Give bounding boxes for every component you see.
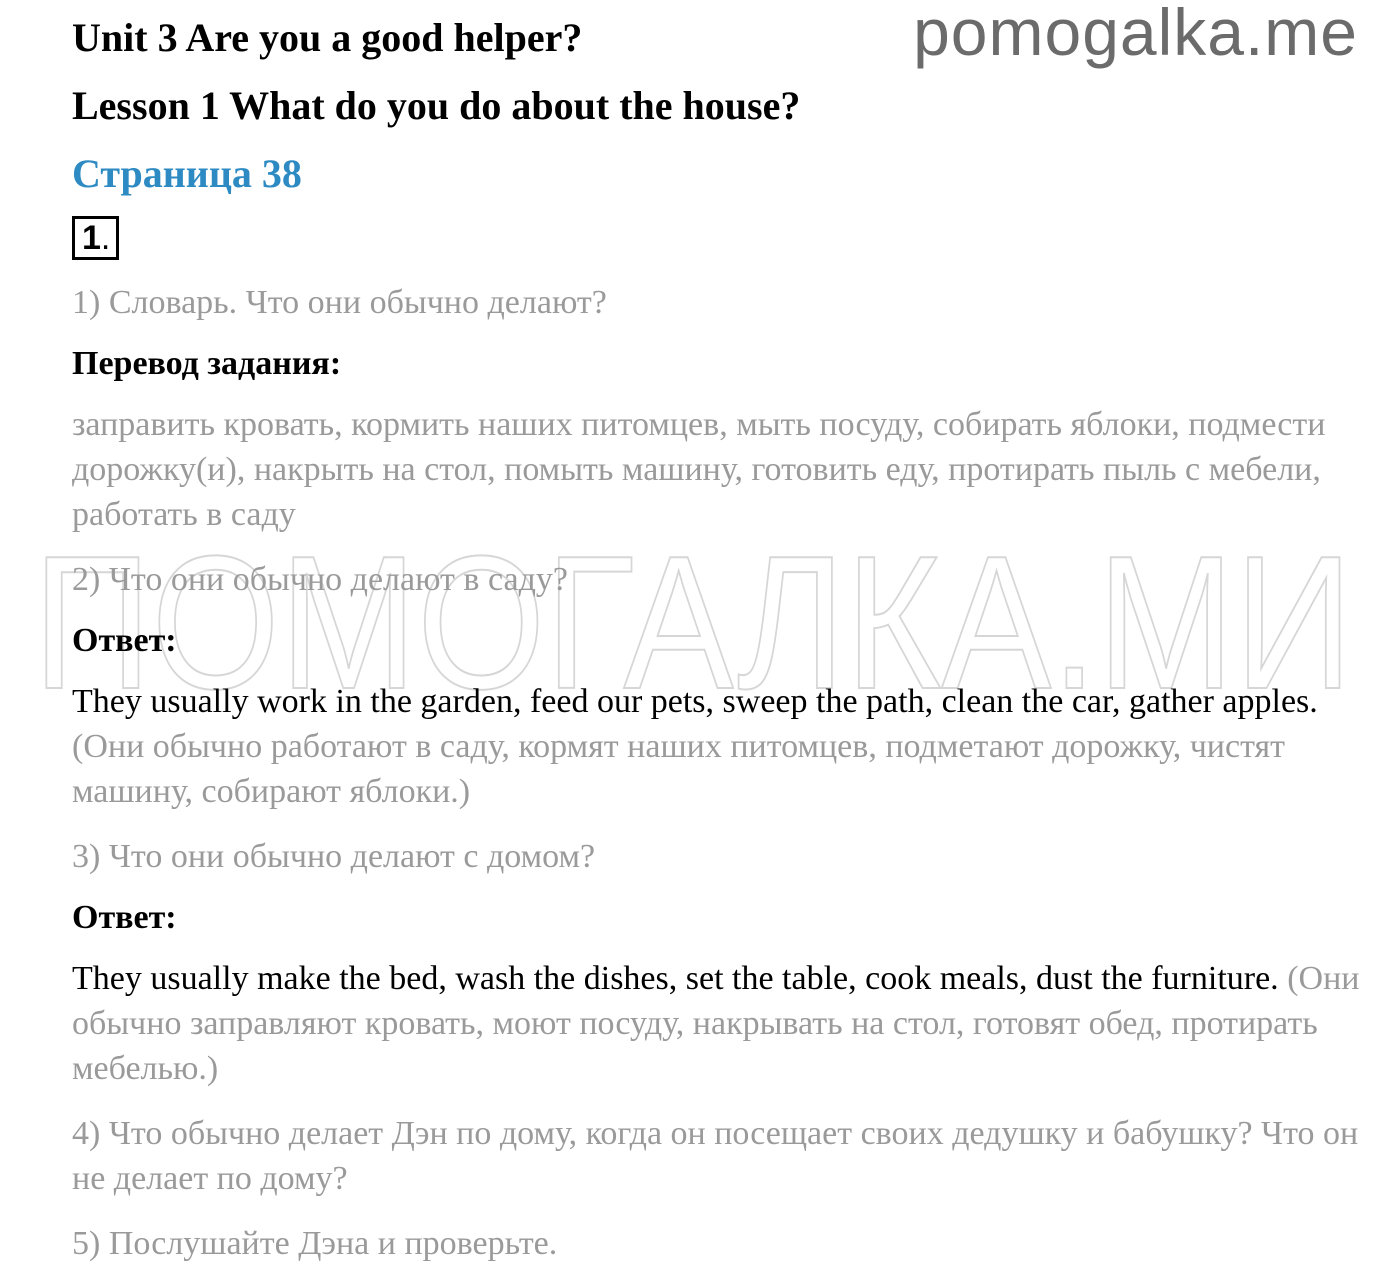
question-3: 3) Что они обычно делают с домом? bbox=[72, 838, 596, 875]
question-5: 5) Послушайте Дэна и проверьте. bbox=[72, 1225, 558, 1262]
content bbox=[72, 14, 1362, 1266]
site-logo: pomogalka.me bbox=[913, 0, 1358, 69]
question-2: 2) Что они обычно делают в саду? bbox=[72, 561, 568, 598]
task-number: 1 bbox=[82, 219, 101, 257]
translation-label: Перевод задания: bbox=[72, 345, 342, 382]
answer-2 bbox=[72, 956, 1362, 1091]
unit-title: Unit 3 Are you a good helper? bbox=[72, 15, 583, 60]
answer-label-2: Ответ: bbox=[72, 899, 177, 936]
answer-1-translation: (Они обычно работают в саду, кормят наших питомцев, подметают дорожку, чистят машину, собирают яблоки.) bbox=[72, 728, 1285, 810]
answer-2-english: They usually make the bed, wash the dishes, set the table, cook meals, dust the furniture. bbox=[72, 960, 1279, 997]
question-1: 1) Словарь. Что они обычно делают? bbox=[72, 284, 607, 321]
watermark-text: ПОМОГАЛКА.МИ bbox=[33, 548, 1353, 708]
task-number-box bbox=[72, 216, 119, 260]
task-number-dot: . bbox=[100, 219, 111, 257]
page-heading: Страница 38 bbox=[72, 151, 302, 196]
answer-label-1: Ответ: bbox=[72, 622, 177, 659]
question-4: 4) Что обычно делает Дэн по дому, когда он посещает своих дедушку и бабушку? Что он не делает по дому? bbox=[72, 1115, 1359, 1197]
answer-2-translation: (Они обычно заправляют кровать, моют посуду, накрывать на стол, готовят обед, протирать мебелью.) bbox=[72, 960, 1360, 1087]
document-page bbox=[72, 0, 1362, 1266]
answer-1-english: They usually work in the garden, feed our pets, sweep the path, clean the car, gather apples. bbox=[72, 683, 1318, 720]
translation-text: заправить кровать, кормить наших питомцев, мыть посуду, собирать яблоки, подмести дорожку(и), накрыть на стол, помыть машину, готовить еду, протирать пыль с мебели, работать в саду bbox=[72, 406, 1326, 533]
lesson-title: Lesson 1 What do you do about the house? bbox=[72, 83, 801, 128]
answer-1 bbox=[72, 679, 1362, 814]
